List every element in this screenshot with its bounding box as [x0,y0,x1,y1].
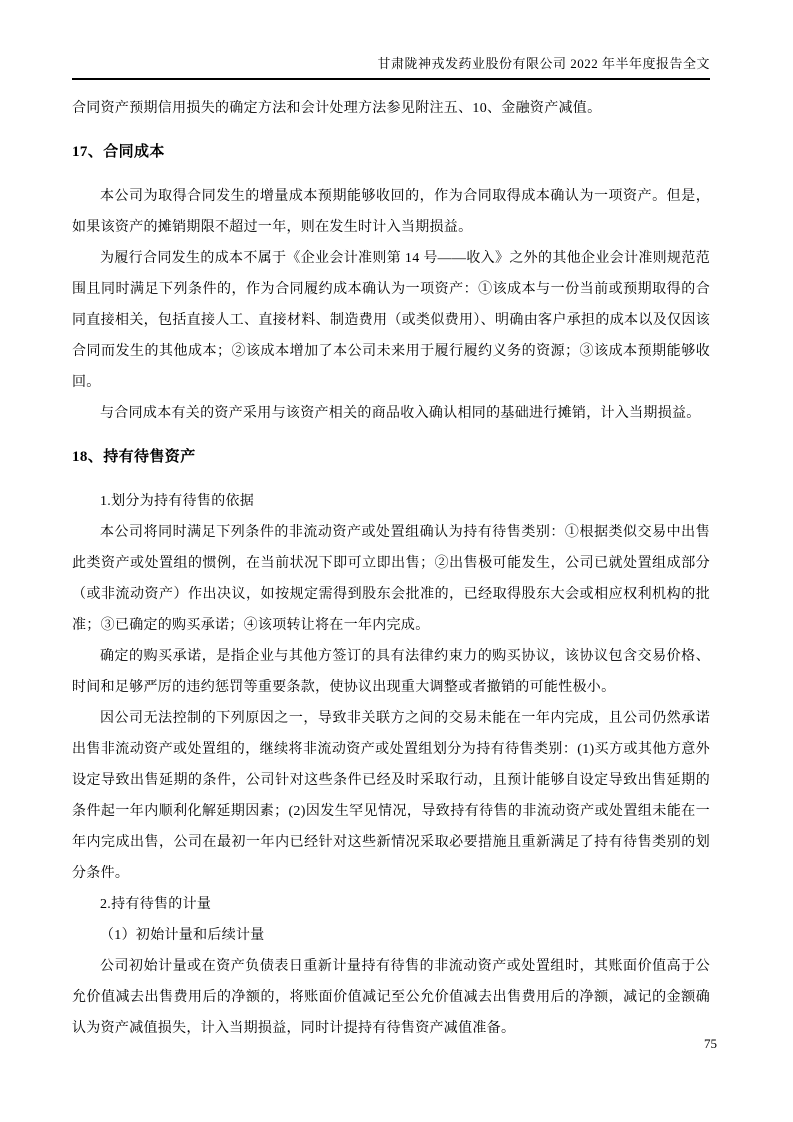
section-17-heading: 17、合同成本 [72,144,165,160]
section-18-paragraph-1: 本公司将同时满足下列条件的非流动资产或处置组确认为持有待售类别：①根据类似交易中出售此类资产或处置组的惯例，在当前状况下即可立即出售；②出售极可能发生，公司已就处置组成部分（或非流动资产）作出决议，如按规定需得到股东会批准的，已经取得股东大会或相应权利机构的批准；③已确定的购买承诺；④该项转让将在一年内完成。 [72,525,710,633]
header-divider [72,78,710,80]
section-18-subheading-3: （1）初始计量和后续计量 [100,928,265,943]
section-18-heading: 18、持有待售资产 [72,449,196,465]
section-18-paragraph-4: 公司初始计量或在资产负债表日重新计量持有待售的非流动资产或处置组时，其账面价值高于公允价值减去出售费用后的净额的，将账面价值减记至公允价值减去出售费用后的净额，减记的金额确认为资产减值损失，计入当期损益，同时计提持有待售资产减值准备。 [72,959,710,1036]
section-18-paragraph-3: 因公司无法控制的下列原因之一，导致非关联方之间的交易未能在一年内完成，且公司仍然承诺出售非流动资产或处置组的，继续将非流动资产或处置组划分为持有待售类别：(1)买方或其他方意外设定导致出售延期的条件，公司针对这些条件已经及时采取行动，且预计能够自设定导致出售延期的条件起一年内顺利化解延期因素；(2)因发生罕见情况，导致持有待售的非流动资产或处置组未能在一年内完成出售，公司在最初一年内已经针对这些新情况采取必要措施且重新满足了持有待售类别的划分条件。 [72,711,710,881]
section-17-paragraph-2: 为履行合同发生的成本不属于《企业会计准则第 14 号——收入》之外的其他企业会计准则规范范围且同时满足下列条件的，作为合同履约成本确认为一项资产：①该成本与一份当前或预期取得的合同直接相关，包括直接人工、直接材料、制造费用（或类似费用）、明确由客户承担的成本以及仅因该合同而发生的其他成本；②该成本增加了本公司未来用于履行履约义务的资源；③该成本预期能够收回。 [72,251,710,390]
page-number: 75 [704,1036,717,1051]
section-17-paragraph-1: 本公司为取得合同发生的增量成本预期能够收回的，作为合同取得成本确认为一项资产。但是，如果该资产的摊销期限不超过一年，则在发生时计入当期损益。 [72,189,710,235]
section-17-paragraph-3: 与合同成本有关的资产采用与该资产相关的商品收入确认相同的基础进行摊销，计入当期损益。 [100,406,701,421]
page-header [72,55,710,78]
section-18-subheading-1: 1.划分为持有待售的依据 [100,494,255,509]
section-18-subheading-2: 2.持有待售的计量 [100,897,212,912]
document-body [72,93,710,1044]
paragraph-contract-asset-credit-loss-note: 合同资产预期信用损失的确定方法和会计处理方法参见附注五、10、金融资产减值。 [72,101,602,116]
report-header-title: 甘肃陇神戎发药业股份有限公司 2022 年半年度报告全文 [377,56,710,71]
section-18-paragraph-2: 确定的购买承诺，是指企业与其他方签订的具有法律约束力的购买协议，该协议包含交易价格、时间和足够严厉的违约惩罚等重要条款，使协议出现重大调整或者撤销的可能性极小。 [72,649,710,695]
